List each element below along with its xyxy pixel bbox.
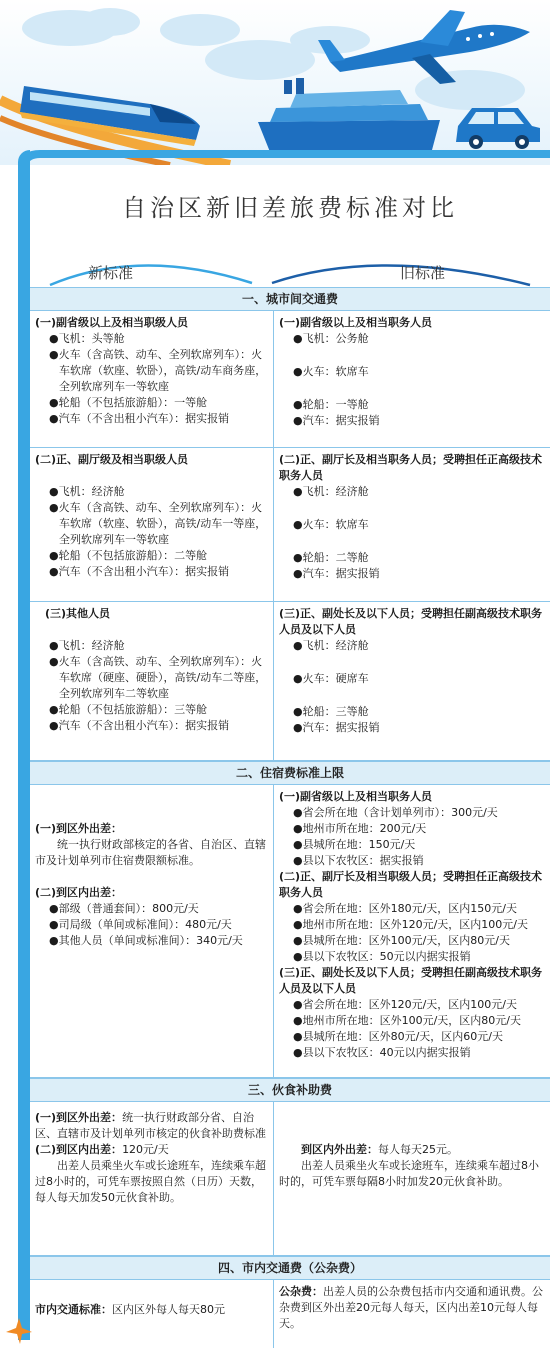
new-standard-cell <box>30 1280 273 1348</box>
header-illustration <box>0 0 550 165</box>
old-standard-cell <box>273 311 550 447</box>
old-standard-cell <box>273 448 550 601</box>
list-item: ●火车（含高铁、动车、全列软席列车）：火车软席（软座、软卧），高铁/动车一等座，全列软席列车一等软座 <box>49 501 267 546</box>
list-item: ●轮船：一等舱 <box>293 398 369 411</box>
section-header-local-transport: 四、市内交通费（公杂费） <box>30 1256 550 1280</box>
row-heading: (一)副省级以上及相当职务人员 <box>279 790 433 803</box>
row-heading: (一)到区外出差： <box>35 1111 123 1124</box>
airplane-logo-icon <box>4 1316 34 1346</box>
list-item: ●司局级（单间或标准间）：480元/天 <box>49 918 232 931</box>
cell-text: 每人每天25元。 <box>378 1143 458 1156</box>
list-item: ●县以下农牧区：据实报销 <box>293 854 424 867</box>
left-frame-bar <box>18 150 30 1340</box>
cell-text: 出差人员的公杂费包括市内交通和通讯费。公杂费到区外出差20元每人每天，区内出差10元每人每天。 <box>279 1285 543 1330</box>
comparison-table <box>30 287 550 1348</box>
list-item: ●县城所在地：区外80元/天，区内60元/天 <box>293 1030 504 1043</box>
new-standard-cell <box>30 311 273 447</box>
new-standard-label: 新标准 <box>88 264 134 282</box>
row-heading: (二)正、副厅级及相当职级人员 <box>35 453 189 466</box>
new-standard-cell <box>30 1102 273 1255</box>
list-item: ●飞机：头等舱 <box>49 332 125 345</box>
cell-text: 120元/天 <box>122 1143 169 1156</box>
list-item: ●火车（含高铁、动车、全列软席列车）：火车软席（软座、软卧），高铁/动车商务座，全列软席列车一等软座 <box>49 348 267 393</box>
row-heading: (二)正、副厅长及相当职级人员；受聘担任正高级技术职务人员 <box>279 870 543 899</box>
row-heading: 公杂费： <box>279 1285 323 1298</box>
row-heading: 到区内外出差： <box>301 1143 378 1156</box>
list-item: ●轮船：三等舱 <box>293 705 369 718</box>
section-header-lodging: 二、住宿费标准上限 <box>30 761 550 785</box>
paragraph: 出差人员乘坐火车或长途班车，连续乘车超过8小时的，可凭车票每隔8小时加发20元伙食补助。 <box>279 1159 539 1188</box>
row-heading: (二)到区内出差： <box>35 886 123 899</box>
list-item: ●飞机：经济舱 <box>49 485 125 498</box>
section-header-meals: 三、伙食补助费 <box>30 1078 550 1102</box>
new-standard-cell <box>30 448 273 601</box>
old-standard-cell <box>273 785 550 1077</box>
table-row <box>30 1280 550 1348</box>
paragraph: 出差人员乘坐火车或长途班车，连续乘车超过8小时的，可凭车票按照自然（日历）天数，每人每天加发50元伙食补助。 <box>35 1159 266 1204</box>
old-standard-cell <box>273 1102 550 1255</box>
table-row <box>30 602 550 761</box>
list-item: ●汽车：据实报销 <box>293 414 380 427</box>
row-heading: (二)到区内出差： <box>35 1143 123 1156</box>
list-item: ●火车：硬席车 <box>293 672 369 685</box>
list-item: ●其他人员（单间或标准间）：340元/天 <box>49 934 243 947</box>
row-heading: (三)其他人员 <box>45 607 111 620</box>
row-heading: (一)到区外出差： <box>35 822 123 835</box>
list-item: ●火车：软席车 <box>293 365 369 378</box>
list-item: ●省会所在地：区外120元/天，区内100元/天 <box>293 998 518 1011</box>
list-item: ●飞机：公务舱 <box>293 332 369 345</box>
list-item: ●火车（含高铁、动车、全列软席列车）：火车软席（硬座、硬卧），高铁/动车二等座，全列软席列车二等软座 <box>49 655 267 700</box>
table-row <box>30 1102 550 1256</box>
row-heading: (一)副省级以上及相当职级人员 <box>35 316 189 329</box>
list-item: ●地州市所在地：区外120元/天，区内100元/天 <box>293 918 529 931</box>
list-item: ●省会所在地（含计划单列市）：300元/天 <box>293 806 498 819</box>
list-item: ●轮船（不包括旅游船）：三等舱 <box>49 703 208 716</box>
list-item: ●飞机：经济舱 <box>49 639 125 652</box>
paragraph: 统一执行财政部核定的各省、自治区、直辖市及计划单列市住宿费限额标准。 <box>35 838 266 867</box>
row-heading: (二)正、副厅长及相当职务人员；受聘担任正高级技术职务人员 <box>279 453 543 482</box>
airplane-icon <box>4 1316 34 1346</box>
list-item: ●汽车：据实报销 <box>293 567 380 580</box>
transport-illustration <box>0 0 550 165</box>
cell-text: 统一执行财政部分省、自治区、直辖市及计划单列市核定的伙食补助费标准 <box>35 1111 266 1140</box>
list-item: ●县以下农牧区：40元以内据实报销 <box>293 1046 471 1059</box>
list-item: ●县城所在地：区外100元/天，区内80元/天 <box>293 934 511 947</box>
list-item: ●汽车（不含出租小汽车）：据实报销 <box>49 719 230 732</box>
list-item: ●省会所在地：区外180元/天，区内150元/天 <box>293 902 518 915</box>
list-item: ●汽车（不含出租小汽车）：据实报销 <box>49 412 230 425</box>
list-item: ●部级（普通套间）：800元/天 <box>49 902 199 915</box>
list-item: ●轮船（不包括旅游船）：一等舱 <box>49 396 208 409</box>
page-title: 自治区新旧差旅费标准对比 <box>122 194 458 222</box>
list-item: ●飞机：经济舱 <box>293 639 369 652</box>
row-heading: 市内交通标准： <box>35 1303 112 1316</box>
list-item: ●县城所在地：150元/天 <box>293 838 416 851</box>
row-heading: (三)正、副处长及以下人员；受聘担任副高级技术职务人员及以下人员 <box>279 966 543 995</box>
list-item: ●地州市所在地：区外100元/天，区内80元/天 <box>293 1014 522 1027</box>
list-item: ●飞机：经济舱 <box>293 485 369 498</box>
row-heading: (三)正、副处长及以下人员；受聘担任副高级技术职务人员及以下人员 <box>279 607 543 636</box>
list-item: ●地州市所在地：200元/天 <box>293 822 427 835</box>
section-header-intercity: 一、城市间交通费 <box>30 287 550 311</box>
new-standard-cell <box>30 602 273 760</box>
list-item: ●汽车（不含出租小汽车）：据实报销 <box>49 565 230 578</box>
old-standard-cell <box>273 1280 550 1348</box>
list-item: ●县以下农牧区：50元以内据实报销 <box>293 950 471 963</box>
old-standard-label: 旧标准 <box>400 264 446 282</box>
list-item: ●火车：软席车 <box>293 518 369 531</box>
table-row <box>30 448 550 602</box>
list-item: ●轮船（不包括旅游船）：二等舱 <box>49 549 208 562</box>
row-heading: (一)副省级以上及相当职务人员 <box>279 316 433 329</box>
table-row <box>30 311 550 448</box>
list-item: ●汽车：据实报销 <box>293 721 380 734</box>
table-row <box>30 785 550 1078</box>
list-item: ●轮船：二等舱 <box>293 551 369 564</box>
new-standard-cell <box>30 785 273 1077</box>
cell-text: 区内区外每人每天80元 <box>112 1303 225 1316</box>
old-standard-cell <box>273 602 550 760</box>
